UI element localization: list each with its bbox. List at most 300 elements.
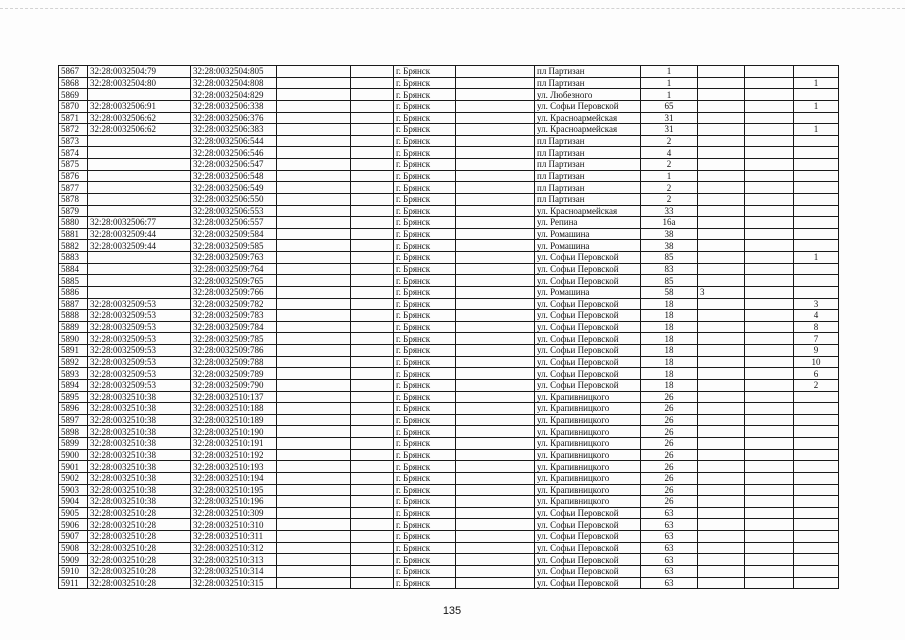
- street-cell: ул. Крапивницкого: [535, 426, 641, 438]
- blank-cell-5: [351, 182, 394, 194]
- locality-cell: г. Брянск: [394, 461, 456, 473]
- blank-cell-5: [351, 286, 394, 298]
- blank-cell-7: [456, 100, 535, 112]
- blank-cell-11: [745, 507, 794, 519]
- blank-cell-4: [277, 379, 351, 391]
- street-cell: ул. Софьи Перовской: [535, 333, 641, 345]
- blank-cell-11: [745, 461, 794, 473]
- street-cell: пл Партизан: [535, 66, 641, 78]
- extra-cell: [698, 66, 745, 78]
- extra-cell: [698, 124, 745, 136]
- count-cell: 1: [794, 77, 839, 89]
- extra-cell: [698, 77, 745, 89]
- count-cell: [794, 240, 839, 252]
- locality-cell: г. Брянск: [394, 507, 456, 519]
- cadastral-number-cell: 32:28:0032509:783: [191, 310, 277, 322]
- blank-cell-7: [456, 182, 535, 194]
- extra-cell: [698, 472, 745, 484]
- count-cell: 8: [794, 321, 839, 333]
- street-cell: ул. Софьи Перовской: [535, 507, 641, 519]
- count-cell: 1: [794, 124, 839, 136]
- blank-cell-5: [351, 554, 394, 566]
- extra-cell: [698, 414, 745, 426]
- blank-cell-5: [351, 147, 394, 159]
- street-cell: ул. Софьи Перовской: [535, 321, 641, 333]
- blank-cell-11: [745, 182, 794, 194]
- count-cell: [794, 170, 839, 182]
- parent-cadastral-number-cell: 32:28:0032509:44: [88, 240, 191, 252]
- blank-cell-5: [351, 438, 394, 450]
- blank-cell-4: [277, 193, 351, 205]
- house-number-cell: 38: [641, 240, 698, 252]
- row-number-cell: 5901: [59, 461, 88, 473]
- table-row: [59, 263, 839, 275]
- extra-cell: [698, 368, 745, 380]
- blank-cell-5: [351, 368, 394, 380]
- row-number-cell: 5893: [59, 368, 88, 380]
- blank-cell-11: [745, 252, 794, 264]
- street-cell: ул. Софьи Перовской: [535, 519, 641, 531]
- blank-cell-11: [745, 286, 794, 298]
- blank-cell-11: [745, 310, 794, 322]
- blank-cell-5: [351, 112, 394, 124]
- table-row: [59, 519, 839, 531]
- blank-cell-11: [745, 275, 794, 287]
- blank-cell-7: [456, 414, 535, 426]
- locality-cell: г. Брянск: [394, 519, 456, 531]
- count-cell: [794, 577, 839, 589]
- cadastral-number-cell: 32:28:0032510:192: [191, 449, 277, 461]
- row-number-cell: 5897: [59, 414, 88, 426]
- count-cell: [794, 403, 839, 415]
- cadastral-number-cell: 32:28:0032510:188: [191, 403, 277, 415]
- street-cell: ул. Любезного: [535, 89, 641, 101]
- extra-cell: [698, 112, 745, 124]
- street-cell: ул. Софьи Перовской: [535, 345, 641, 357]
- extra-cell: [698, 379, 745, 391]
- table-row: [59, 507, 839, 519]
- blank-cell-4: [277, 252, 351, 264]
- blank-cell-4: [277, 403, 351, 415]
- blank-cell-4: [277, 449, 351, 461]
- street-cell: ул. Софьи Перовской: [535, 252, 641, 264]
- blank-cell-5: [351, 240, 394, 252]
- count-cell: [794, 484, 839, 496]
- count-cell: [794, 205, 839, 217]
- blank-cell-11: [745, 379, 794, 391]
- row-number-cell: 5877: [59, 182, 88, 194]
- blank-cell-11: [745, 542, 794, 554]
- parent-cadastral-number-cell: 32:28:0032506:62: [88, 112, 191, 124]
- table-row: [59, 368, 839, 380]
- locality-cell: г. Брянск: [394, 252, 456, 264]
- row-number-cell: 5869: [59, 89, 88, 101]
- extra-cell: [698, 356, 745, 368]
- row-number-cell: 5902: [59, 472, 88, 484]
- blank-cell-11: [745, 66, 794, 78]
- blank-cell-4: [277, 298, 351, 310]
- extra-cell: [698, 426, 745, 438]
- count-cell: 4: [794, 310, 839, 322]
- parent-cadastral-number-cell: 32:28:0032504:80: [88, 77, 191, 89]
- blank-cell-11: [745, 217, 794, 229]
- parent-cadastral-number-cell: [88, 170, 191, 182]
- table-row: [59, 414, 839, 426]
- locality-cell: г. Брянск: [394, 170, 456, 182]
- table-row: [59, 159, 839, 171]
- extra-cell: [698, 461, 745, 473]
- house-number-cell: 4: [641, 147, 698, 159]
- table-row: [59, 379, 839, 391]
- blank-cell-5: [351, 542, 394, 554]
- row-number-cell: 5905: [59, 507, 88, 519]
- table-row: [59, 449, 839, 461]
- blank-cell-11: [745, 77, 794, 89]
- street-cell: пл Партизан: [535, 135, 641, 147]
- house-number-cell: 18: [641, 298, 698, 310]
- blank-cell-7: [456, 345, 535, 357]
- blank-cell-11: [745, 263, 794, 275]
- blank-cell-11: [745, 100, 794, 112]
- blank-cell-11: [745, 565, 794, 577]
- table-row: [59, 461, 839, 473]
- blank-cell-5: [351, 449, 394, 461]
- cadastral-number-cell: 32:28:0032510:191: [191, 438, 277, 450]
- house-number-cell: 26: [641, 426, 698, 438]
- cadastral-number-cell: 32:28:0032510:193: [191, 461, 277, 473]
- table-row: [59, 217, 839, 229]
- blank-cell-5: [351, 159, 394, 171]
- table-row: [59, 66, 839, 78]
- house-number-cell: 26: [641, 438, 698, 450]
- count-cell: [794, 193, 839, 205]
- parent-cadastral-number-cell: [88, 182, 191, 194]
- parent-cadastral-number-cell: 32:28:0032509:53: [88, 333, 191, 345]
- street-cell: пл Партизан: [535, 147, 641, 159]
- locality-cell: г. Брянск: [394, 112, 456, 124]
- blank-cell-7: [456, 217, 535, 229]
- blank-cell-11: [745, 438, 794, 450]
- row-number-cell: 5882: [59, 240, 88, 252]
- extra-cell: [698, 159, 745, 171]
- extra-cell: [698, 193, 745, 205]
- blank-cell-7: [456, 449, 535, 461]
- house-number-cell: 2: [641, 159, 698, 171]
- street-cell: ул. Крапивницкого: [535, 461, 641, 473]
- count-cell: [794, 159, 839, 171]
- street-cell: ул. Крапивницкого: [535, 449, 641, 461]
- house-number-cell: 65: [641, 100, 698, 112]
- table-row: [59, 472, 839, 484]
- blank-cell-7: [456, 472, 535, 484]
- blank-cell-11: [745, 472, 794, 484]
- row-number-cell: 5873: [59, 135, 88, 147]
- blank-cell-4: [277, 438, 351, 450]
- parent-cadastral-number-cell: 32:28:0032510:28: [88, 519, 191, 531]
- cadastral-number-cell: 32:28:0032506:383: [191, 124, 277, 136]
- count-cell: [794, 391, 839, 403]
- cadastral-number-cell: 32:28:0032506:546: [191, 147, 277, 159]
- blank-cell-5: [351, 391, 394, 403]
- table-row: [59, 228, 839, 240]
- street-cell: ул. Софьи Перовской: [535, 356, 641, 368]
- blank-cell-7: [456, 205, 535, 217]
- row-number-cell: 5894: [59, 379, 88, 391]
- blank-cell-7: [456, 170, 535, 182]
- blank-cell-7: [456, 368, 535, 380]
- parent-cadastral-number-cell: 32:28:0032506:91: [88, 100, 191, 112]
- blank-cell-7: [456, 565, 535, 577]
- cadastral-number-cell: 32:28:0032509:788: [191, 356, 277, 368]
- row-number-cell: 5889: [59, 321, 88, 333]
- cadastral-number-cell: 32:28:0032510:313: [191, 554, 277, 566]
- locality-cell: г. Брянск: [394, 333, 456, 345]
- extra-cell: [698, 100, 745, 112]
- row-number-cell: 5876: [59, 170, 88, 182]
- blank-cell-4: [277, 112, 351, 124]
- blank-cell-11: [745, 426, 794, 438]
- row-number-cell: 5900: [59, 449, 88, 461]
- table-row: [59, 565, 839, 577]
- house-number-cell: 18: [641, 321, 698, 333]
- blank-cell-4: [277, 170, 351, 182]
- blank-cell-5: [351, 461, 394, 473]
- cadastral-number-cell: 32:28:0032506:376: [191, 112, 277, 124]
- house-number-cell: 63: [641, 577, 698, 589]
- blank-cell-5: [351, 333, 394, 345]
- locality-cell: г. Брянск: [394, 531, 456, 543]
- blank-cell-7: [456, 542, 535, 554]
- blank-cell-5: [351, 205, 394, 217]
- street-cell: ул. Ромашина: [535, 228, 641, 240]
- row-number-cell: 5907: [59, 531, 88, 543]
- cadastral-number-cell: 32:28:0032504:805: [191, 66, 277, 78]
- count-cell: [794, 461, 839, 473]
- locality-cell: г. Брянск: [394, 321, 456, 333]
- blank-cell-4: [277, 205, 351, 217]
- blank-cell-5: [351, 252, 394, 264]
- locality-cell: г. Брянск: [394, 100, 456, 112]
- blank-cell-11: [745, 333, 794, 345]
- house-number-cell: 83: [641, 263, 698, 275]
- blank-cell-4: [277, 472, 351, 484]
- table-row: [59, 321, 839, 333]
- blank-cell-7: [456, 496, 535, 508]
- blank-cell-7: [456, 461, 535, 473]
- street-cell: ул. Крапивницкого: [535, 391, 641, 403]
- street-cell: ул. Крапивницкого: [535, 484, 641, 496]
- blank-cell-5: [351, 135, 394, 147]
- street-cell: пл Партизан: [535, 193, 641, 205]
- blank-cell-11: [745, 496, 794, 508]
- blank-cell-11: [745, 345, 794, 357]
- locality-cell: г. Брянск: [394, 66, 456, 78]
- cadastral-number-cell: 32:28:0032509:782: [191, 298, 277, 310]
- table-row: [59, 577, 839, 589]
- street-cell: ул. Софьи Перовской: [535, 577, 641, 589]
- parent-cadastral-number-cell: 32:28:0032504:79: [88, 66, 191, 78]
- blank-cell-4: [277, 228, 351, 240]
- blank-cell-7: [456, 507, 535, 519]
- locality-cell: г. Брянск: [394, 368, 456, 380]
- blank-cell-4: [277, 77, 351, 89]
- house-number-cell: 31: [641, 112, 698, 124]
- extra-cell: [698, 252, 745, 264]
- parent-cadastral-number-cell: [88, 193, 191, 205]
- house-number-cell: 26: [641, 449, 698, 461]
- blank-cell-4: [277, 531, 351, 543]
- blank-cell-7: [456, 263, 535, 275]
- blank-cell-7: [456, 112, 535, 124]
- locality-cell: г. Брянск: [394, 217, 456, 229]
- house-number-cell: 31: [641, 124, 698, 136]
- blank-cell-4: [277, 345, 351, 357]
- parent-cadastral-number-cell: 32:28:0032510:28: [88, 542, 191, 554]
- parent-cadastral-number-cell: 32:28:0032509:53: [88, 356, 191, 368]
- blank-cell-7: [456, 333, 535, 345]
- table-row: [59, 182, 839, 194]
- blank-cell-4: [277, 100, 351, 112]
- extra-cell: [698, 89, 745, 101]
- blank-cell-11: [745, 124, 794, 136]
- blank-cell-7: [456, 298, 535, 310]
- cadastral-number-cell: 32:28:0032506:557: [191, 217, 277, 229]
- blank-cell-5: [351, 263, 394, 275]
- count-cell: [794, 565, 839, 577]
- street-cell: ул. Красноармейская: [535, 112, 641, 124]
- street-cell: ул. Софьи Перовской: [535, 263, 641, 275]
- count-cell: [794, 554, 839, 566]
- table-row: [59, 170, 839, 182]
- blank-cell-4: [277, 519, 351, 531]
- registry-table: [58, 65, 839, 589]
- blank-cell-4: [277, 484, 351, 496]
- blank-cell-7: [456, 310, 535, 322]
- parent-cadastral-number-cell: 32:28:0032510:28: [88, 577, 191, 589]
- locality-cell: г. Брянск: [394, 484, 456, 496]
- blank-cell-4: [277, 368, 351, 380]
- locality-cell: г. Брянск: [394, 135, 456, 147]
- blank-cell-4: [277, 159, 351, 171]
- parent-cadastral-number-cell: 32:28:0032510:38: [88, 461, 191, 473]
- registry-table-body: [59, 66, 839, 589]
- blank-cell-4: [277, 333, 351, 345]
- count-cell: 6: [794, 368, 839, 380]
- table-row: [59, 356, 839, 368]
- parent-cadastral-number-cell: 32:28:0032509:53: [88, 368, 191, 380]
- table-row: [59, 135, 839, 147]
- house-number-cell: 2: [641, 182, 698, 194]
- blank-cell-5: [351, 496, 394, 508]
- blank-cell-11: [745, 414, 794, 426]
- house-number-cell: 18: [641, 356, 698, 368]
- locality-cell: г. Брянск: [394, 414, 456, 426]
- street-cell: ул. Софьи Перовской: [535, 100, 641, 112]
- house-number-cell: 38: [641, 228, 698, 240]
- street-cell: ул. Ромашина: [535, 240, 641, 252]
- row-number-cell: 5883: [59, 252, 88, 264]
- blank-cell-5: [351, 228, 394, 240]
- cadastral-number-cell: 32:28:0032506:547: [191, 159, 277, 171]
- house-number-cell: 18: [641, 310, 698, 322]
- blank-cell-5: [351, 170, 394, 182]
- row-number-cell: 5895: [59, 391, 88, 403]
- row-number-cell: 5871: [59, 112, 88, 124]
- table-row: [59, 298, 839, 310]
- locality-cell: г. Брянск: [394, 159, 456, 171]
- count-cell: [794, 147, 839, 159]
- blank-cell-4: [277, 286, 351, 298]
- house-number-cell: 33: [641, 205, 698, 217]
- parent-cadastral-number-cell: 32:28:0032510:38: [88, 484, 191, 496]
- parent-cadastral-number-cell: 32:28:0032510:38: [88, 438, 191, 450]
- extra-cell: [698, 391, 745, 403]
- extra-cell: [698, 345, 745, 357]
- cadastral-number-cell: 32:28:0032510:137: [191, 391, 277, 403]
- blank-cell-7: [456, 554, 535, 566]
- blank-cell-11: [745, 240, 794, 252]
- locality-cell: г. Брянск: [394, 472, 456, 484]
- blank-cell-7: [456, 438, 535, 450]
- blank-cell-4: [277, 391, 351, 403]
- locality-cell: г. Брянск: [394, 147, 456, 159]
- cadastral-number-cell: 32:28:0032510:315: [191, 577, 277, 589]
- count-cell: 3: [794, 298, 839, 310]
- blank-cell-5: [351, 577, 394, 589]
- blank-cell-11: [745, 403, 794, 415]
- blank-cell-11: [745, 356, 794, 368]
- parent-cadastral-number-cell: 32:28:0032506:62: [88, 124, 191, 136]
- parent-cadastral-number-cell: 32:28:0032509:53: [88, 298, 191, 310]
- parent-cadastral-number-cell: 32:28:0032510:28: [88, 531, 191, 543]
- row-number-cell: 5879: [59, 205, 88, 217]
- house-number-cell: 16а: [641, 217, 698, 229]
- table-row: [59, 77, 839, 89]
- parent-cadastral-number-cell: 32:28:0032510:28: [88, 565, 191, 577]
- row-number-cell: 5874: [59, 147, 88, 159]
- locality-cell: г. Брянск: [394, 438, 456, 450]
- table-row: [59, 426, 839, 438]
- cadastral-number-cell: 32:28:0032509:784: [191, 321, 277, 333]
- table-row: [59, 403, 839, 415]
- parent-cadastral-number-cell: 32:28:0032510:38: [88, 391, 191, 403]
- locality-cell: г. Брянск: [394, 542, 456, 554]
- count-cell: [794, 286, 839, 298]
- blank-cell-7: [456, 193, 535, 205]
- parent-cadastral-number-cell: [88, 275, 191, 287]
- house-number-cell: 58: [641, 286, 698, 298]
- row-number-cell: 5904: [59, 496, 88, 508]
- street-cell: ул. Софьи Перовской: [535, 310, 641, 322]
- row-number-cell: 5884: [59, 263, 88, 275]
- row-number-cell: 5909: [59, 554, 88, 566]
- blank-cell-5: [351, 379, 394, 391]
- row-number-cell: 5872: [59, 124, 88, 136]
- extra-cell: [698, 449, 745, 461]
- extra-cell: [698, 228, 745, 240]
- count-cell: [794, 275, 839, 287]
- cadastral-number-cell: 32:28:0032509:785: [191, 333, 277, 345]
- blank-cell-4: [277, 310, 351, 322]
- extra-cell: 3: [698, 286, 745, 298]
- row-number-cell: 5910: [59, 565, 88, 577]
- blank-cell-4: [277, 89, 351, 101]
- street-cell: ул. Крапивницкого: [535, 438, 641, 450]
- extra-cell: [698, 507, 745, 519]
- blank-cell-11: [745, 391, 794, 403]
- blank-cell-7: [456, 519, 535, 531]
- extra-cell: [698, 577, 745, 589]
